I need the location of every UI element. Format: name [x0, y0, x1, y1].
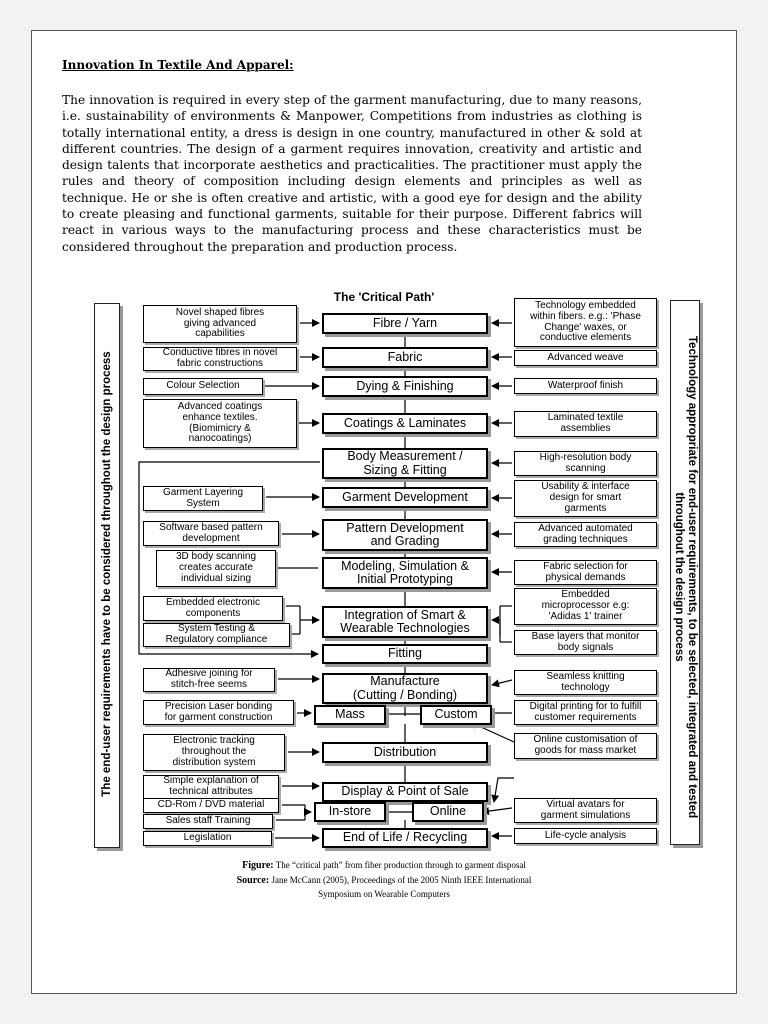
step-fitting: Fitting — [322, 644, 488, 664]
left-adhesive-joining: Adhesive joining for stitch-free seems — [143, 668, 275, 692]
step-distribution: Distribution — [322, 742, 488, 763]
right-technology-line1: Technology appropriate for end-user requirements, to be selected, integrated and tested — [686, 335, 698, 819]
left-sales-staff: Sales staff Training — [143, 814, 273, 829]
left-colour-selection: Colour Selection — [143, 378, 263, 395]
right-high-resolution: High-resolution body scanning — [514, 451, 657, 476]
right-online-customisation: Online customisation of goods for mass market — [514, 733, 657, 759]
step-display-point-of-sale: Display & Point of Sale — [322, 782, 488, 802]
left-simple-explanation: Simple explanation of technical attributes — [143, 775, 279, 799]
right-waterproof-finish: Waterproof finish — [514, 378, 657, 394]
step-in-store: In-store — [314, 802, 386, 822]
step-fabric: Fabric — [322, 347, 488, 368]
left-embedded-electronic: Embedded electronic components — [143, 596, 283, 621]
left-software-pattern: Software based pattern development — [143, 521, 279, 546]
left-cd-rom: CD-Rom / DVD material — [143, 798, 279, 813]
right-technology-line2: throughout the design process — [673, 492, 685, 662]
step-integration-smart: Integration of Smart & Wearable Technologies — [322, 606, 488, 638]
step-end-of-life: End of Life / Recycling — [322, 828, 488, 848]
right-life-cycle: Life-cycle analysis — [514, 828, 657, 844]
section-heading: Innovation In Textile And Apparel: — [62, 58, 294, 72]
left-system-testing: System Testing & Regulatory compliance — [143, 623, 290, 647]
left-novel-fibres: Novel shaped fibres giving advanced capabilities — [143, 305, 297, 343]
step-manufacture: Manufacture (Cutting / Bonding) — [322, 673, 488, 704]
right-fabric-selection: Fabric selection for physical demands — [514, 560, 657, 585]
figure-source: Source: Jane McCann (2005), Proceedings of the 2005 Ninth IEEE International — [236, 875, 532, 886]
step-coatings-laminates: Coatings & Laminates — [322, 413, 488, 434]
figure-caption: Figure: The “critical path” from fiber production through to garment disposal — [242, 860, 526, 871]
left-garment-layering: Garment Layering System — [143, 486, 263, 511]
left-requirements-text: The end-user requirements have to be considered throughout the design process — [101, 351, 113, 797]
step-fibre-yarn: Fibre / Yarn — [322, 313, 488, 334]
right-advanced-automated: Advanced automated grading techniques — [514, 522, 657, 547]
left-legislation: Legislation — [143, 831, 272, 846]
right-technology-embedded: Technology embedded within fibers. e.g.: 'Phase Change' waxes, or conductive elements — [514, 298, 657, 347]
left-electronic-tracking: Electronic tracking throughout the distribution system — [143, 734, 285, 771]
step-pattern-development: Pattern Development and Grading — [322, 519, 488, 551]
right-advanced-weave: Advanced weave — [514, 350, 657, 366]
left-advanced-coatings: Advanced coatings enhance textiles. (Biomimicry & nanocoatings) — [143, 399, 297, 448]
left-conductive-fibres: Conductive fibres in novel fabric constructions — [143, 347, 297, 371]
right-digital-printing: Digital printing for to fulfill customer requirements — [514, 700, 657, 725]
body-paragraph: The innovation is required in every step of the garment manufacturing, due to many reasons, i.e. sustainability of environments & Manpower, Competitions from industries as clothing is totally international entity, a dress is design in one country, manufactured in other & sold at different countries. The design of a garment requires innovation, creativity and artistic and design talents that incorporate aesthetics and practicalities. The practitioner must apply the rules and theory of composition including design elements and principles as well as technique. He or she is often creative and artistic, with a good eye for design and the ability to create pleasing and functional garments, suitable for their purpose. Different fabrics will react in various ways to the manufacturing process and these characteristics must be considered throughout the preparation and production process. — [62, 93, 642, 254]
step-dying-finishing: Dying & Finishing — [322, 376, 488, 397]
figure-title: The 'Critical Path' — [333, 290, 435, 304]
step-mass: Mass — [314, 705, 386, 725]
step-garment-development: Garment Development — [322, 487, 488, 508]
step-modeling-simulation: Modeling, Simulation & Initial Prototyping — [322, 557, 488, 589]
right-virtual-avatars: Virtual avatars for garment simulations — [514, 798, 657, 823]
right-seamless-knitting: Seamless knitting technology — [514, 670, 657, 695]
right-usability-interface: Usability & interface design for smart garments — [514, 480, 657, 517]
right-base-layers: Base layers that monitor body signals — [514, 630, 657, 655]
step-body-measurement: Body Measurement / Sizing & Fitting — [322, 448, 488, 479]
left-precision-laser: Precision Laser bonding for garment construction — [143, 700, 294, 725]
right-embedded-microprocessor: Embedded microprocessor e.g: 'Adidas 1' trainer — [514, 588, 657, 625]
left-3d-body-scanning: 3D body scanning creates accurate individual sizing — [156, 550, 276, 587]
figure-source-continued: Symposium on Wearable Computers — [318, 889, 450, 899]
step-online: Online — [412, 802, 484, 822]
right-laminated-textile: Laminated textile assemblies — [514, 411, 657, 437]
step-custom: Custom — [420, 705, 492, 725]
